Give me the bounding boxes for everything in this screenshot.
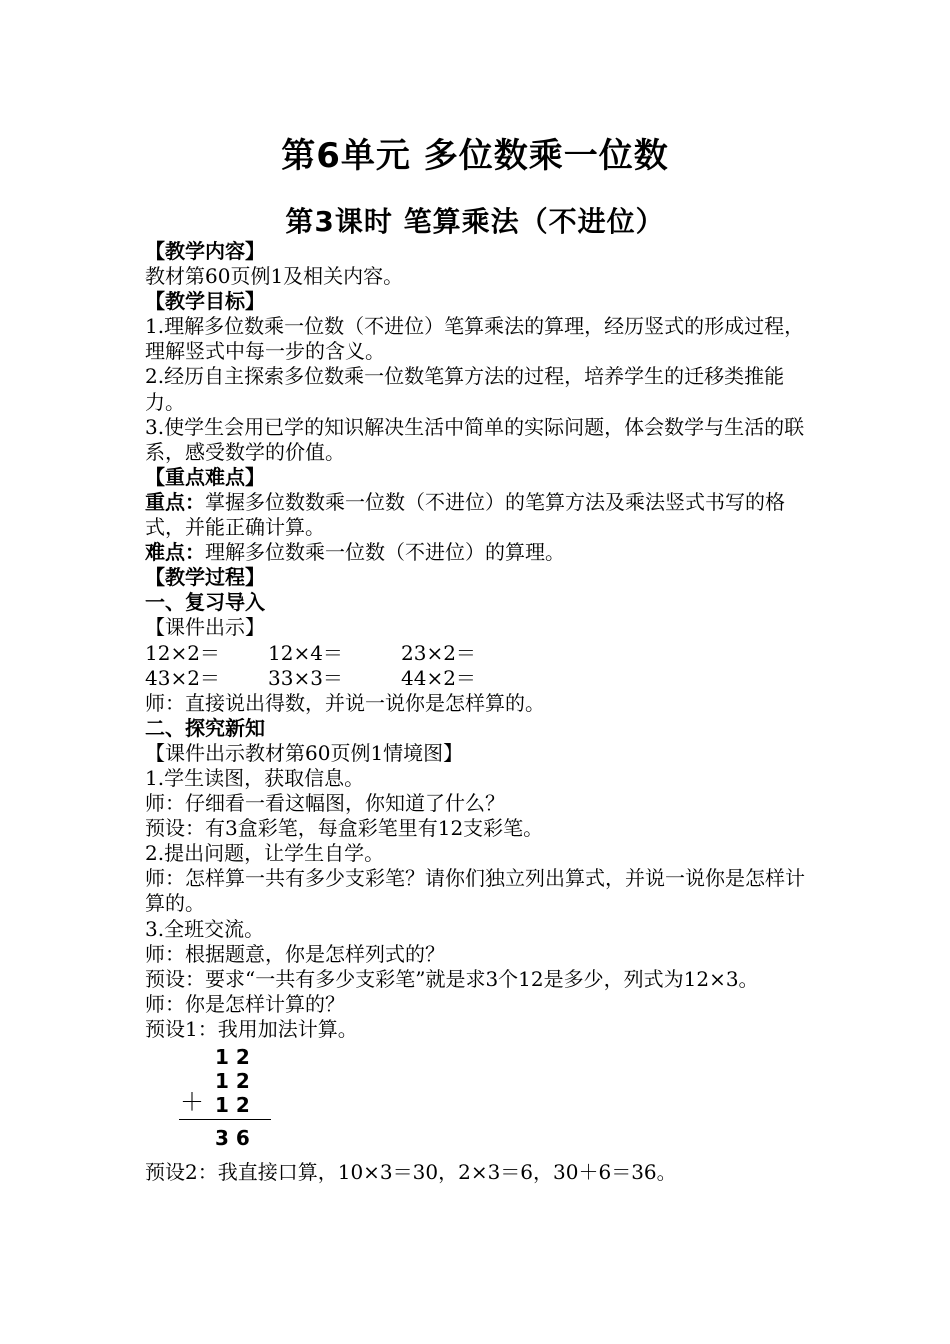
section-heading-process: 【教学过程】 xyxy=(145,565,265,590)
part-1-heading: 一、复习导入 xyxy=(145,590,265,615)
preset-line-1: 预设：有3盒彩笔，每盒彩笔里有12支彩笔。 xyxy=(145,816,544,841)
goal-3: 3.使学生会用已学的知识解决生活中简单的实际问题，体会数学与生活的联系，感受数学的价值。 xyxy=(145,414,805,464)
goal-1: 1.理解多位数乘一位数（不进位）笔算乘法的算理，经历竖式的形成过程，理解竖式中每一步的含义。 xyxy=(145,314,805,364)
section-heading-key-points: 【重点难点】 xyxy=(145,464,265,489)
goal-2: 2.经历自主探索多位数乘一位数笔算方法的过程，培养学生的迁移类推能力。 xyxy=(145,364,785,414)
step-2: 2.提出问题，让学生自学。 xyxy=(145,841,385,866)
key-point-text: 掌握多位数数乘一位数（不进位）的笔算方法及乘法竖式书写的格式，并能正确计算。 xyxy=(145,489,785,540)
section-heading-content: 【教学内容】 xyxy=(145,239,265,263)
teacher-line-3: 师：怎样算一共有多少支彩笔？请你们独立列出算式，并说一说你是怎样计算的。 xyxy=(145,866,805,916)
teacher-line-5: 师：你是怎样计算的？ xyxy=(145,991,345,1016)
addend-2: 12 xyxy=(215,1069,257,1093)
equation-row-2 xyxy=(145,666,810,691)
teacher-line-1: 师：直接说出得数，并说一说你是怎样算的。 xyxy=(145,690,545,715)
equation: 33×3＝ xyxy=(268,665,343,690)
equation: 12×2＝ xyxy=(145,640,220,665)
step-3: 3.全班交流。 xyxy=(145,916,265,941)
key-point-label: 重点： xyxy=(145,489,205,514)
section-heading-goals: 【教学目标】 xyxy=(145,289,265,314)
difficult-point xyxy=(145,540,810,565)
courseware-show-2: 【课件出示教材第60页例1情境图】 xyxy=(145,740,464,765)
plus-sign: ＋ xyxy=(180,1088,204,1116)
equation: 23×2＝ xyxy=(401,640,476,665)
equation-row-1 xyxy=(145,641,810,666)
lesson-title: 第3课时 笔算乘法（不进位） xyxy=(285,205,665,238)
teacher-line-2: 师：仔细看一看这幅图，你知道了什么？ xyxy=(145,791,505,816)
addend-1: 12 xyxy=(215,1045,257,1069)
preset-line-2: 预设：要求“一共有多少支彩笔”就是求3个12是多少，列式为12×3。 xyxy=(145,966,759,991)
equation: 12×4＝ xyxy=(268,640,343,665)
addend-3: 12 xyxy=(215,1093,257,1117)
key-point xyxy=(145,490,810,540)
sum-line xyxy=(179,1119,271,1120)
preset-line-3: 预设1：我用加法计算。 xyxy=(145,1016,358,1041)
equation: 43×2＝ xyxy=(145,665,220,690)
teacher-line-4: 师：根据题意，你是怎样列式的？ xyxy=(145,941,445,966)
courseware-show-1: 【课件出示】 xyxy=(145,615,265,640)
part-2-heading: 二、探究新知 xyxy=(145,715,265,740)
content-text: 教材第60页例1及相关内容。 xyxy=(145,264,404,289)
vertical-addition xyxy=(145,1042,810,1150)
difficult-point-label: 难点： xyxy=(145,540,205,565)
unit-title: 第6单元 多位数乘一位数 xyxy=(281,136,669,176)
sum: 36 xyxy=(215,1126,257,1150)
step-1: 1.学生读图，获取信息。 xyxy=(145,765,365,790)
difficult-point-text: 理解多位数乘一位数（不进位）的算理。 xyxy=(205,540,565,565)
equation: 44×2＝ xyxy=(401,665,476,690)
lesson-body xyxy=(145,239,810,1185)
preset-line-4: 预设2：我直接口算，10×3＝30，2×3＝6，30＋6＝36。 xyxy=(145,1160,677,1184)
